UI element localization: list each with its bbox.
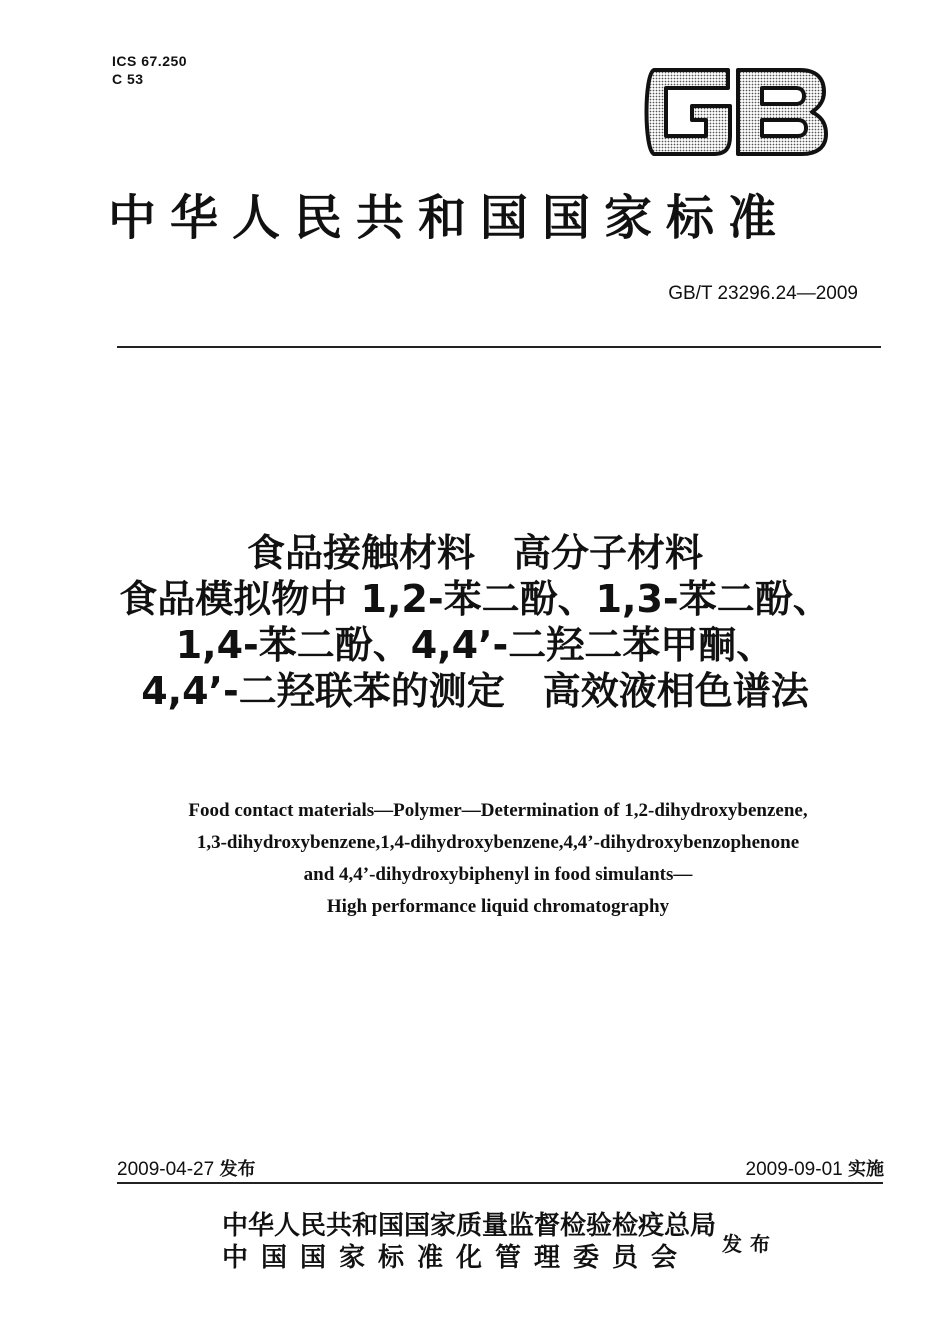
- gb-logo-icon: [640, 62, 830, 162]
- publish-label: 发布: [722, 1232, 778, 1256]
- issue-date: [117, 1155, 255, 1181]
- implementation-date-label: 实施: [848, 1159, 884, 1180]
- ics-code: ICS 67.250: [112, 53, 188, 69]
- issuer-sac: 中国国家标准化管理委员会: [222, 1243, 691, 1273]
- implementation-date: [746, 1155, 884, 1181]
- header-divider: [117, 346, 881, 348]
- issuer-aqsiq: 中华人民共和国国家质量监督检验检疫总局: [222, 1211, 717, 1241]
- english-title-line: Food contact materials—Polymer—Determination of 1,2-dihydroxybenzene,: [188, 800, 808, 821]
- issue-date-label: 发布: [219, 1159, 256, 1180]
- english-title: [0, 795, 950, 923]
- classification-codes: [112, 52, 187, 88]
- chinese-title-line: 食品模拟物中 1,2-苯二酚、1,3-苯二酚、: [119, 577, 831, 621]
- standard-number: GB/T 23296.24—2009: [668, 283, 858, 304]
- chinese-title-line: 1,4-苯二酚、4,4’-二羟二苯甲酮、: [175, 623, 775, 667]
- chinese-title: [0, 530, 950, 714]
- issue-date-value: 2009-04-27: [117, 1159, 215, 1180]
- chinese-title-line: 4,4’-二羟联苯的测定 高效液相色谱法: [141, 669, 809, 713]
- implementation-date-value: 2009-09-01: [745, 1159, 843, 1180]
- national-standard-title: 中华人民共和国国家标准: [108, 190, 791, 246]
- issuing-authorities: [222, 1210, 716, 1274]
- english-title-line: 1,3-dihydroxybenzene,1,4-dihydroxybenzene,4,4’-dihydroxybenzophenone: [196, 832, 800, 853]
- ccs-code: C 53: [112, 71, 144, 87]
- footer-divider: [117, 1182, 883, 1184]
- chinese-title-line: 食品接触材料 高分子材料: [246, 531, 703, 575]
- english-title-line: and 4,4’-dihydroxybiphenyl in food simulants—: [303, 864, 693, 885]
- english-title-line: High performance liquid chromatography: [326, 896, 670, 917]
